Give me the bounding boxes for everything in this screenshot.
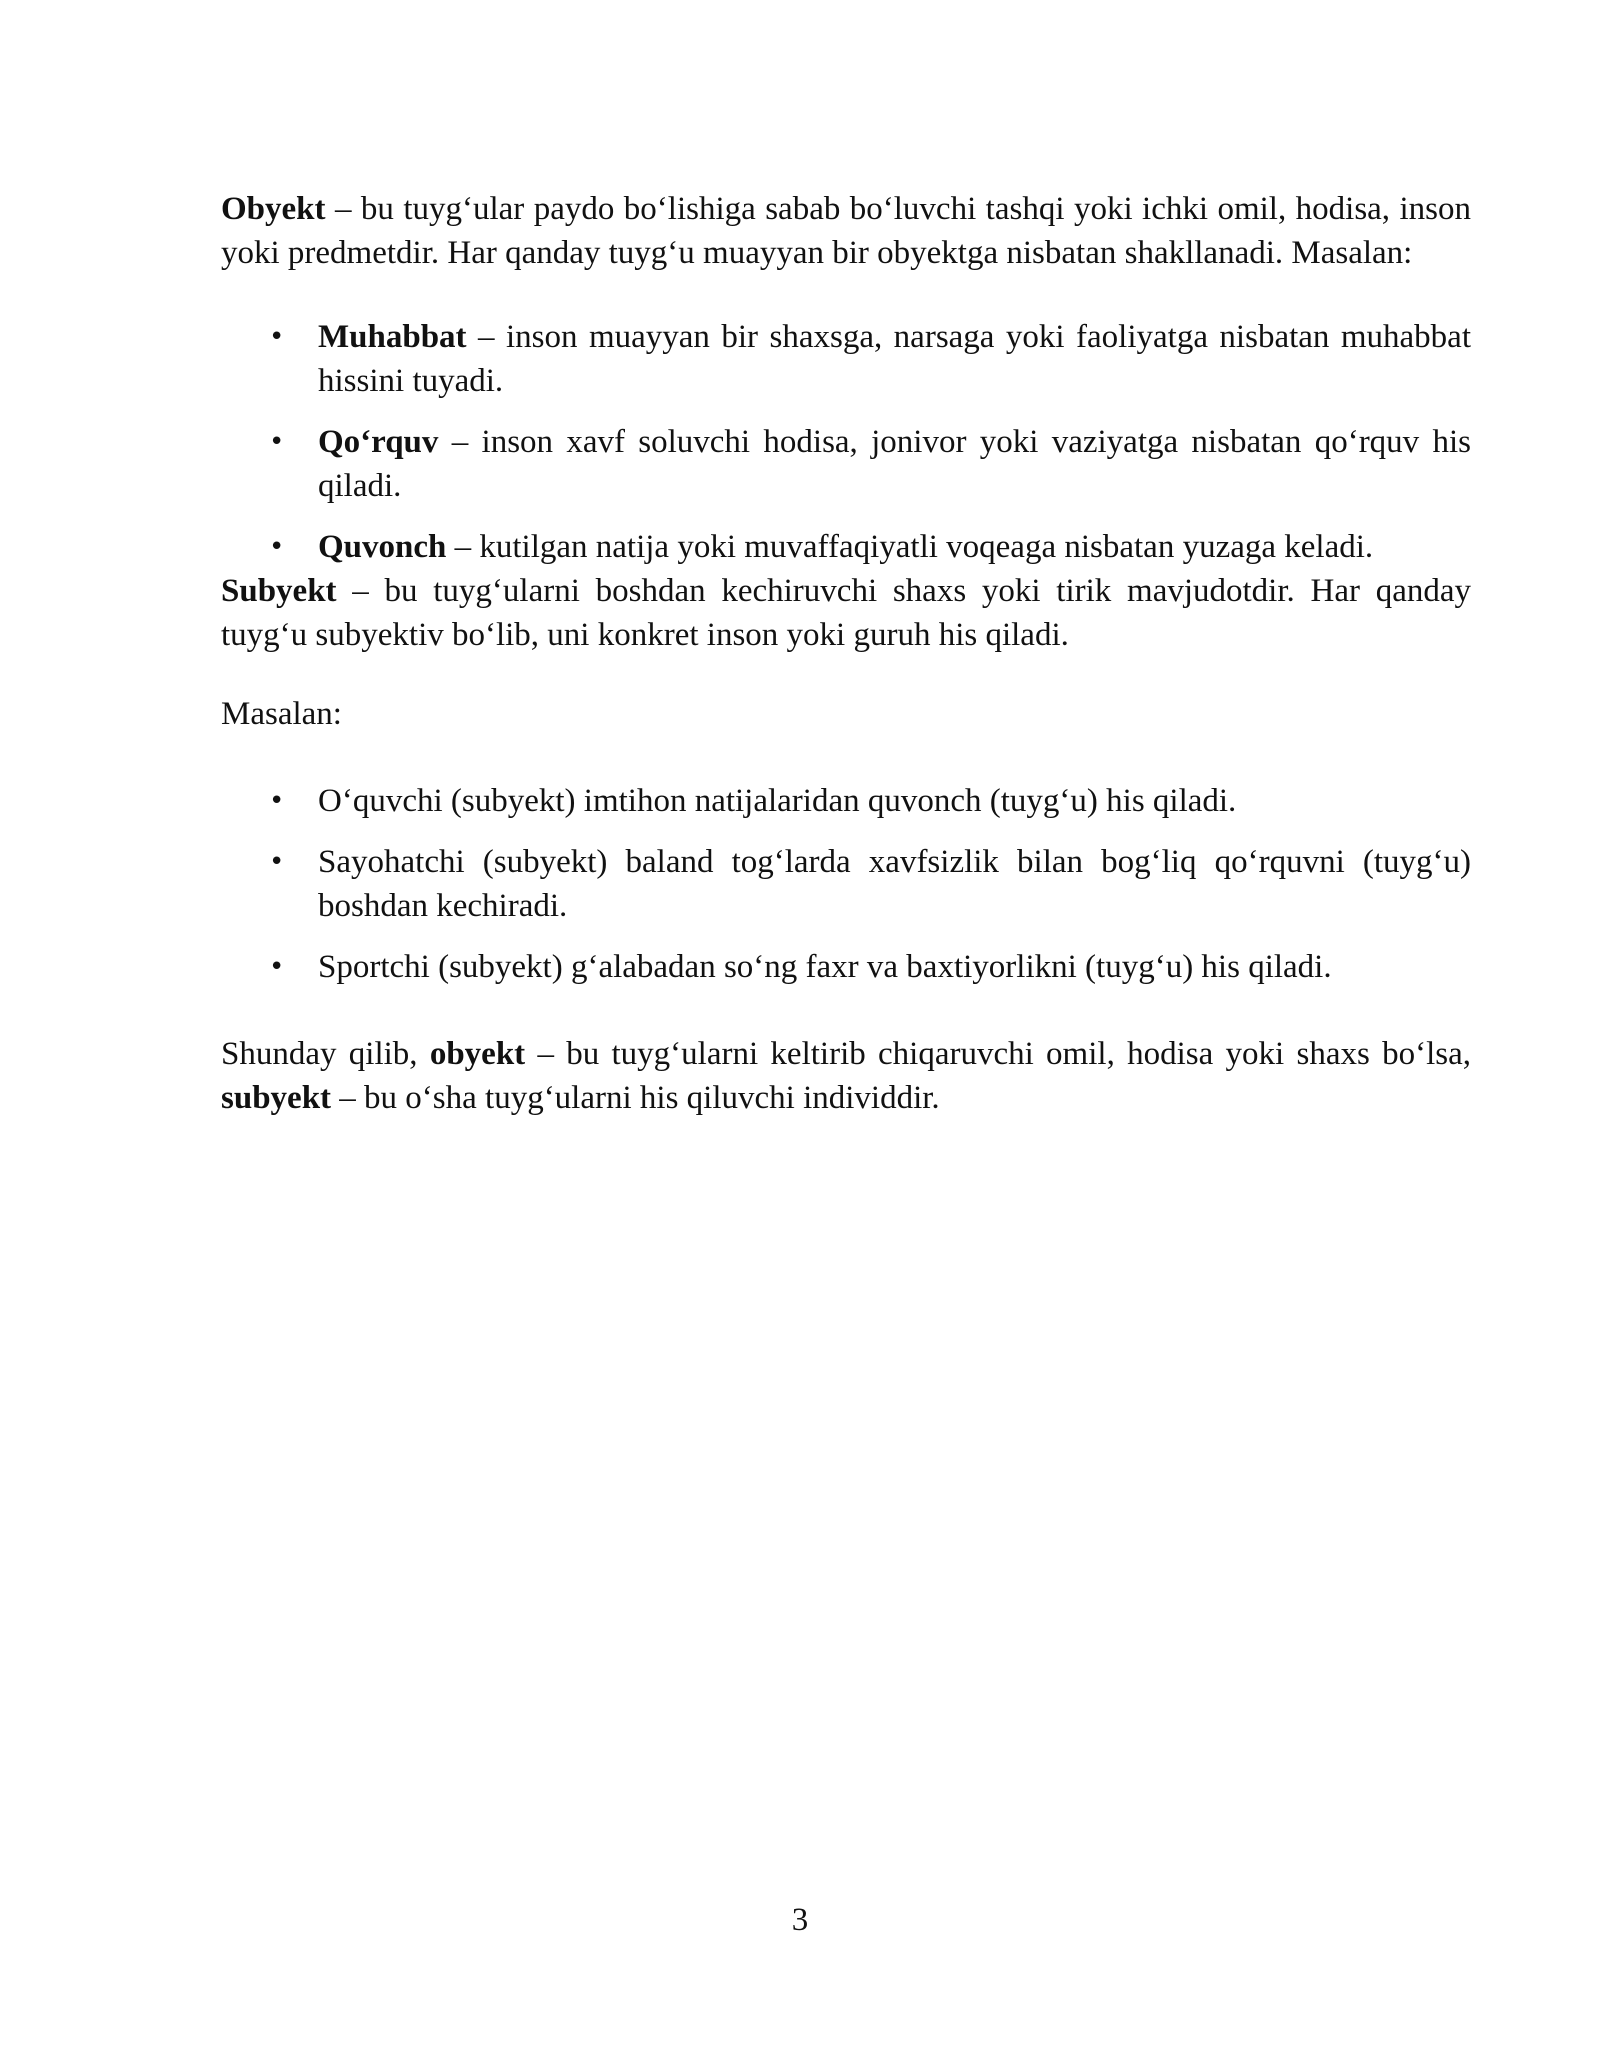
page-content <box>221 187 1471 1120</box>
example-text: Sportchi (subyekt) g‘alabadan so‘ng faxr va baxtiyorlikni (tuyg‘u) his qiladi. <box>318 949 1332 985</box>
example-text: Sayohatchi (subyekt) baland tog‘larda xavfsizlik bilan bog‘liq qo‘rquvni (tuyg‘u) boshdan kechiradi. <box>318 844 1471 924</box>
example-term: Quvonch <box>318 529 447 565</box>
bullet-icon: • <box>269 322 285 352</box>
list-item <box>221 420 1471 508</box>
conclusion-text: – bu tuyg‘ularni keltirib chiqaruvchi omil, hodisa yoki shaxs bo‘lsa, <box>525 1036 1471 1072</box>
list-item <box>221 525 1471 569</box>
example-text: O‘quvchi (subyekt) imtihon natijalaridan quvonch (tuyg‘u) his qiladi. <box>318 783 1237 819</box>
conclusion-term-subyekt: subyekt <box>221 1080 332 1116</box>
bullet-icon: • <box>269 427 285 457</box>
subyekt-examples-list <box>221 779 1471 989</box>
list-item <box>221 779 1471 823</box>
masalan-label: Masalan: <box>221 696 342 732</box>
page-number: 3 <box>791 1902 809 1938</box>
list-item <box>221 840 1471 928</box>
example-text: – inson xavf soluvchi hodisa, jonivor yoki vaziyatga nisbatan qo‘rquv his qiladi. <box>318 424 1471 504</box>
subyekt-definition-text: – bu tuyg‘ularni boshdan kechiruvchi shaxs yoki tirik mavjudotdir. Har qanday tuyg‘u subyektiv bo‘lib, uni konkret inson yoki guruh his qiladi. <box>221 573 1471 653</box>
bullet-icon: • <box>269 847 285 877</box>
conclusion-term-obyekt: obyekt <box>429 1036 526 1072</box>
example-term: Muhabbat <box>318 319 467 355</box>
obyekt-examples-list <box>221 315 1471 569</box>
example-term: Qo‘rquv <box>318 424 439 460</box>
bullet-icon: • <box>269 786 285 816</box>
subyekt-term: Subyekt <box>221 573 337 609</box>
obyekt-term: Obyekt <box>221 191 326 227</box>
list-item <box>221 945 1471 989</box>
bullet-icon: • <box>269 532 285 562</box>
conclusion-text: Shunday qilib, <box>221 1036 430 1072</box>
bullet-icon: • <box>269 952 285 982</box>
obyekt-definition-paragraph <box>221 187 1471 275</box>
example-text: – inson muayyan bir shaxsga, narsaga yoki faoliyatga nisbatan muhabbat hissini tuyadi. <box>318 319 1471 399</box>
obyekt-definition-text: – bu tuyg‘ular paydo bo‘lishiga sabab bo‘luvchi tashqi yoki ichki omil, hodisa, inson yoki predmetdir. Har qanday tuyg‘u muayyan bir obyektga nisbatan shakllanadi. Masalan: <box>221 191 1471 271</box>
subyekt-definition-paragraph <box>221 569 1471 657</box>
example-text: – kutilgan natija yoki muvaffaqiyatli voqeaga nisbatan yuzaga keladi. <box>446 529 1374 565</box>
conclusion-text: – bu o‘sha tuyg‘ularni his qiluvchi individdir. <box>331 1080 940 1116</box>
list-item <box>221 315 1471 403</box>
conclusion-paragraph <box>221 1032 1471 1120</box>
